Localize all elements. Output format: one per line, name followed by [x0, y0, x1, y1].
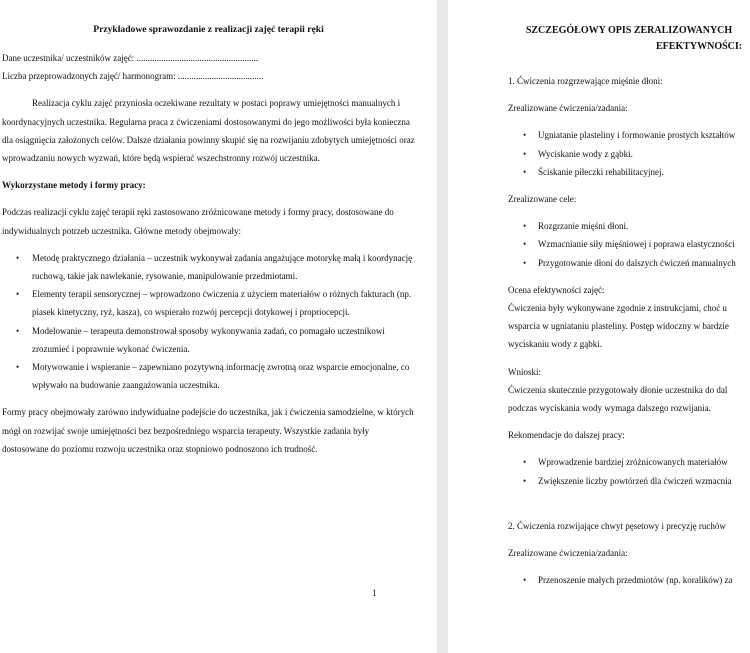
list-item: • Ugniatanie plasteliny i formowanie prostych kształtów [508, 126, 750, 144]
conclusions-label: Wnioski: [508, 366, 541, 377]
exercises-label: Zrealizowane ćwiczenia/zadania: [508, 103, 628, 114]
section1-goals-list [508, 217, 750, 272]
list-item: • Rozgrzanie mięśni dłoni. [508, 217, 750, 235]
methods-intro-paragraph: Podczas realizacji cyklu zajęć terapii ręki zastosowano zróżnicowane metody i formy pracy, dostosowane do indywidualnych potrzeb uczestnika. Główne metody obejmowały: [2, 207, 394, 236]
sessions-field: Liczba przeprowadzonych zajęć/ harmonogram: ...................................... [2, 71, 264, 82]
list-item: • Ściskanie piłeczki rehabilitacyjnej. [508, 163, 750, 181]
list-item: • Przenoszenie małych przedmiotów (np. koralików) za [508, 571, 750, 589]
list-item: • Metodę praktycznego działania – uczestnik wykonywał zadania angażujące motorykę małą i koordynację ruchową, takie jak nawlekanie, rysowanie, manipulowanie przedmiotami. [2, 249, 415, 285]
list-item: • Wzmacnianie siły mięśniowej i poprawa elastyczności [508, 235, 750, 253]
list-item: • Wprowadzenie bardziej zróżnicowanych materiałów [508, 453, 750, 471]
list-item: • Modelowanie – terapeuta demonstrował sposoby wykonywania zadań, co pomagało uczestnikowi zrozumieć i poprawnie wykonać ćwiczenia. [2, 322, 415, 358]
section1-exercises-list [508, 126, 750, 181]
recommendations-list [508, 453, 750, 489]
document-page-2 [448, 0, 750, 653]
recommendations-label: Rekomendacje do dalszej pracy: [508, 430, 625, 441]
participants-field: Dane uczestnika/ uczestników zajęć: ...................................................... [2, 53, 258, 63]
section2-heading: 2. Ćwiczenia rozwijające chwyt pęsetowy i precyzję ruchów [508, 520, 726, 531]
document-title: Przykładowe sprawozdanie z realizacji zajęć terapii ręki [93, 24, 324, 35]
page-number: 1 [372, 588, 377, 598]
conclusions-text-line: podczas wyciskania wody wymaga dalszego rozwijania. [508, 403, 711, 414]
intro-paragraph: Realizacja cyklu zajęć przyniosła oczekiwane rezultaty w postaci poprawy umiejętności manualnych i koordynacyjnych uczestnika. Regularna praca z ćwiczeniami dostosowanymi do jego możliwości była konieczna dla osiągnięcia założonych celów. Dalsze działania powinny skupić się na rozwijaniu zdobytych umiejętności oraz wprowadzaniu nowych wyzwań, które będą wspierać wszechstronny rozwój uczestnika. [2, 98, 415, 164]
list-item: • Zwiększenie liczby powtórzeń dla ćwiczeń wzmacnia [508, 472, 750, 490]
page2-title-line2: EFEKTYWNOŚCI: [656, 41, 743, 52]
page2-title-line1: SZCZEGÓŁOWY OPIS ZERALIZOWANYCH [525, 25, 733, 36]
list-item: • Motywowanie i wspieranie – zapewniano pozytywną informację zwrotną oraz wsparcie emocjonalne, co wpływało na budowanie zaangażowania uczestnika. [2, 358, 415, 394]
evaluation-text-line: wsparcia w ugniataniu plasteliny. Postęp widoczny w bardzie [508, 321, 729, 332]
forms-paragraph: Formy pracy obejmowały zarówno indywidualne podejście do uczestnika, jak i ćwiczenia samodzielne, w których mógł on rozwijać swoje umiejętności bez bezpośredniego wsparcia terapeuty. Wszystkie zadania były dostosowane do poziomu rozwoju uczestnika oraz stopniowo podnoszono ich trudność. [2, 407, 414, 454]
section2-exercises-list [508, 571, 750, 589]
methods-heading: Wykorzystane metody i formy pracy: [2, 180, 146, 191]
list-item: • Elementy terapii sensorycznej – wprowadzono ćwiczenia z użyciem materiałów o różnych fakturach (np. piasek kinetyczny, ryż, kasza), co wspierało rozwój percepcji dotykowej i propriocepcji. [2, 285, 415, 321]
evaluation-text-line: Ćwiczenia były wykonywane zgodnie z instrukcjami, choć u [508, 303, 727, 314]
section2-exercises-label: Zrealizowane ćwiczenia/zadania: [508, 548, 628, 559]
section1-heading: 1. Ćwiczenia rozgrzewające mięśnie dłoni: [508, 76, 663, 86]
methods-list [2, 249, 415, 395]
goals-label: Zrealizowane cele: [508, 194, 577, 205]
list-item: • Przygotowanie dłoni do dalszych ćwiczeń manualnych [508, 254, 750, 272]
conclusions-text-line: Ćwiczenia skutecznie przygotowały dłonie uczestnika do dal [508, 384, 728, 395]
evaluation-text-line: wyciskaniu wody z gąbki. [508, 339, 602, 350]
evaluation-label: Ocena efektywności zajęć: [508, 284, 605, 295]
list-item: • Wyciskanie wody z gąbki. [508, 145, 750, 163]
